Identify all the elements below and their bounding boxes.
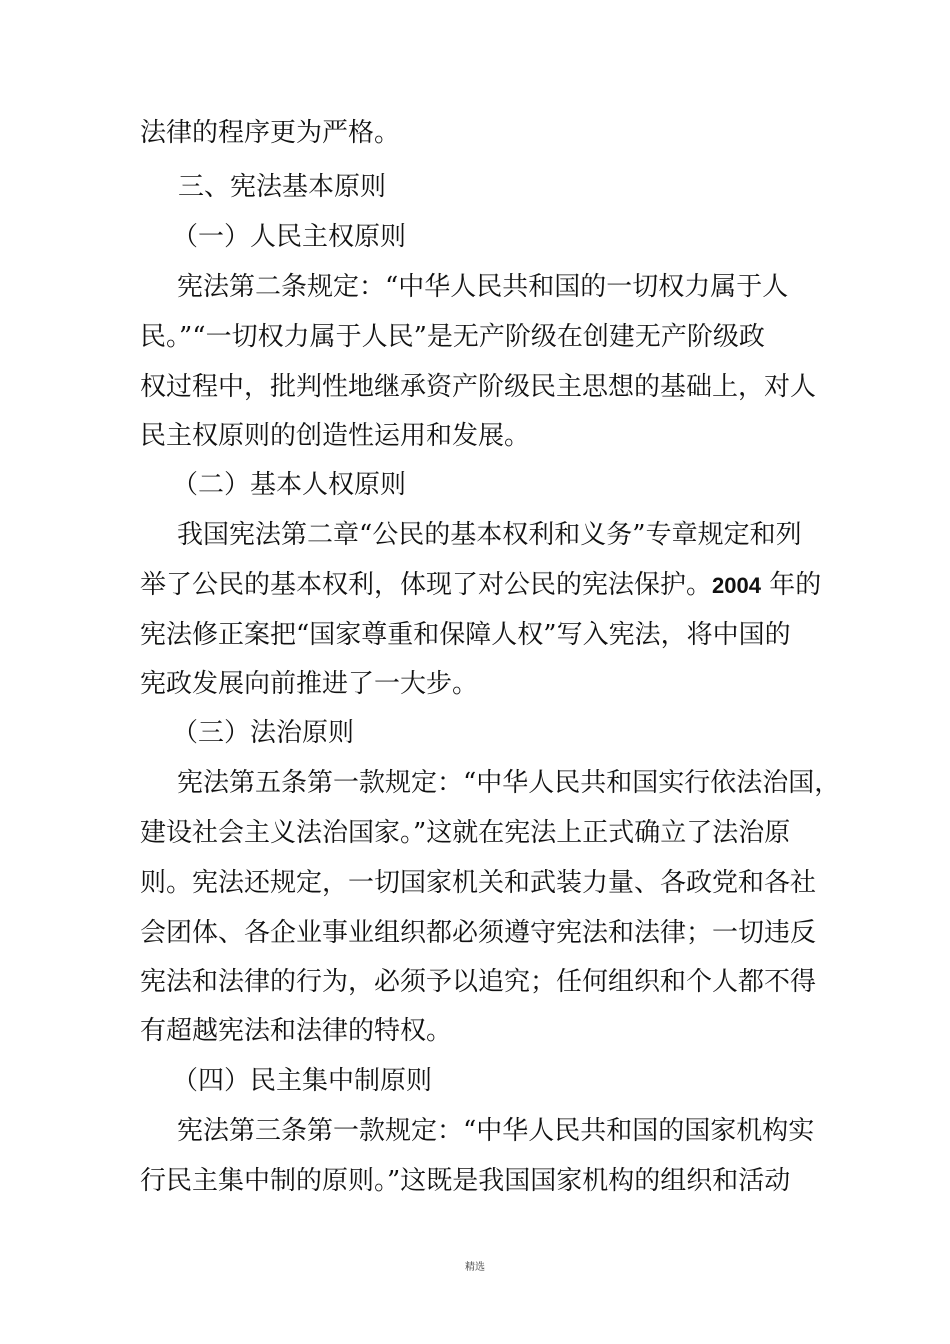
paragraph-line: 会团体、各企业事业组织都必须遵守宪法和法律；一切违反 (140, 918, 817, 948)
subsection-heading-2: （二）基本人权原则 (172, 470, 407, 500)
paragraph-line: 宪法第二条规定：“中华人民共和国的一切权力属于人 (177, 272, 789, 302)
subsection-heading-4: （四）民主集中制原则 (172, 1066, 433, 1096)
paragraph-line: 权过程中，批判性地继承资产阶级民主思想的基础上，对人 (140, 372, 817, 402)
paragraph-line: 宪法修正案把“国家尊重和保障人权”写入宪法，将中国的 (140, 620, 791, 650)
section-heading: 三、宪法基本原则 (178, 172, 387, 202)
paragraph-line: 民。”“一切权力属于人民”是无产阶级在创建无产阶级政 (140, 322, 765, 352)
subsection-heading-1: （一）人民主权原则 (172, 222, 407, 252)
paragraph-line: 宪法第三条第一款规定：“中华人民共和国的国家机构实 (177, 1116, 815, 1146)
paragraph-line: 则。宪法还规定，一切国家机关和武装力量、各政党和各社 (140, 868, 817, 898)
paragraph-line: 有超越宪法和法律的特权。 (140, 1016, 453, 1046)
paragraph-line: 行民主集中制的原则。”这既是我国国家机构的组织和活动 (140, 1166, 791, 1196)
paragraph-line: 法律的程序更为严格。 (140, 118, 401, 148)
paragraph-line: 宪法第五条第一款规定：“中华人民共和国实行依法治国， (177, 768, 841, 798)
year-suffix: 年的 (760, 570, 822, 600)
paragraph-line: 我国宪法第二章“公民的基本权利和义务”专章规定和列 (177, 520, 802, 550)
subsection-heading-3: （三）法治原则 (172, 718, 355, 748)
paragraph-line: 宪政发展向前推进了一大步。 (140, 669, 479, 699)
paragraph-line: 宪法和法律的行为，必须予以追究；任何组织和个人都不得 (140, 967, 817, 997)
paragraph-text: 举了公民的基本权利，体现了对公民的宪法保护。 (140, 570, 713, 600)
paragraph-line: 建设社会主义法治国家。”这就在宪法上正式确立了法治原 (140, 818, 791, 848)
paragraph-line: 民主权原则的创造性运用和发展。 (140, 421, 531, 451)
year-number: 2004 (712, 573, 761, 598)
paragraph-line-with-year (140, 570, 821, 601)
page-footer-label: 精选 (465, 1262, 485, 1273)
